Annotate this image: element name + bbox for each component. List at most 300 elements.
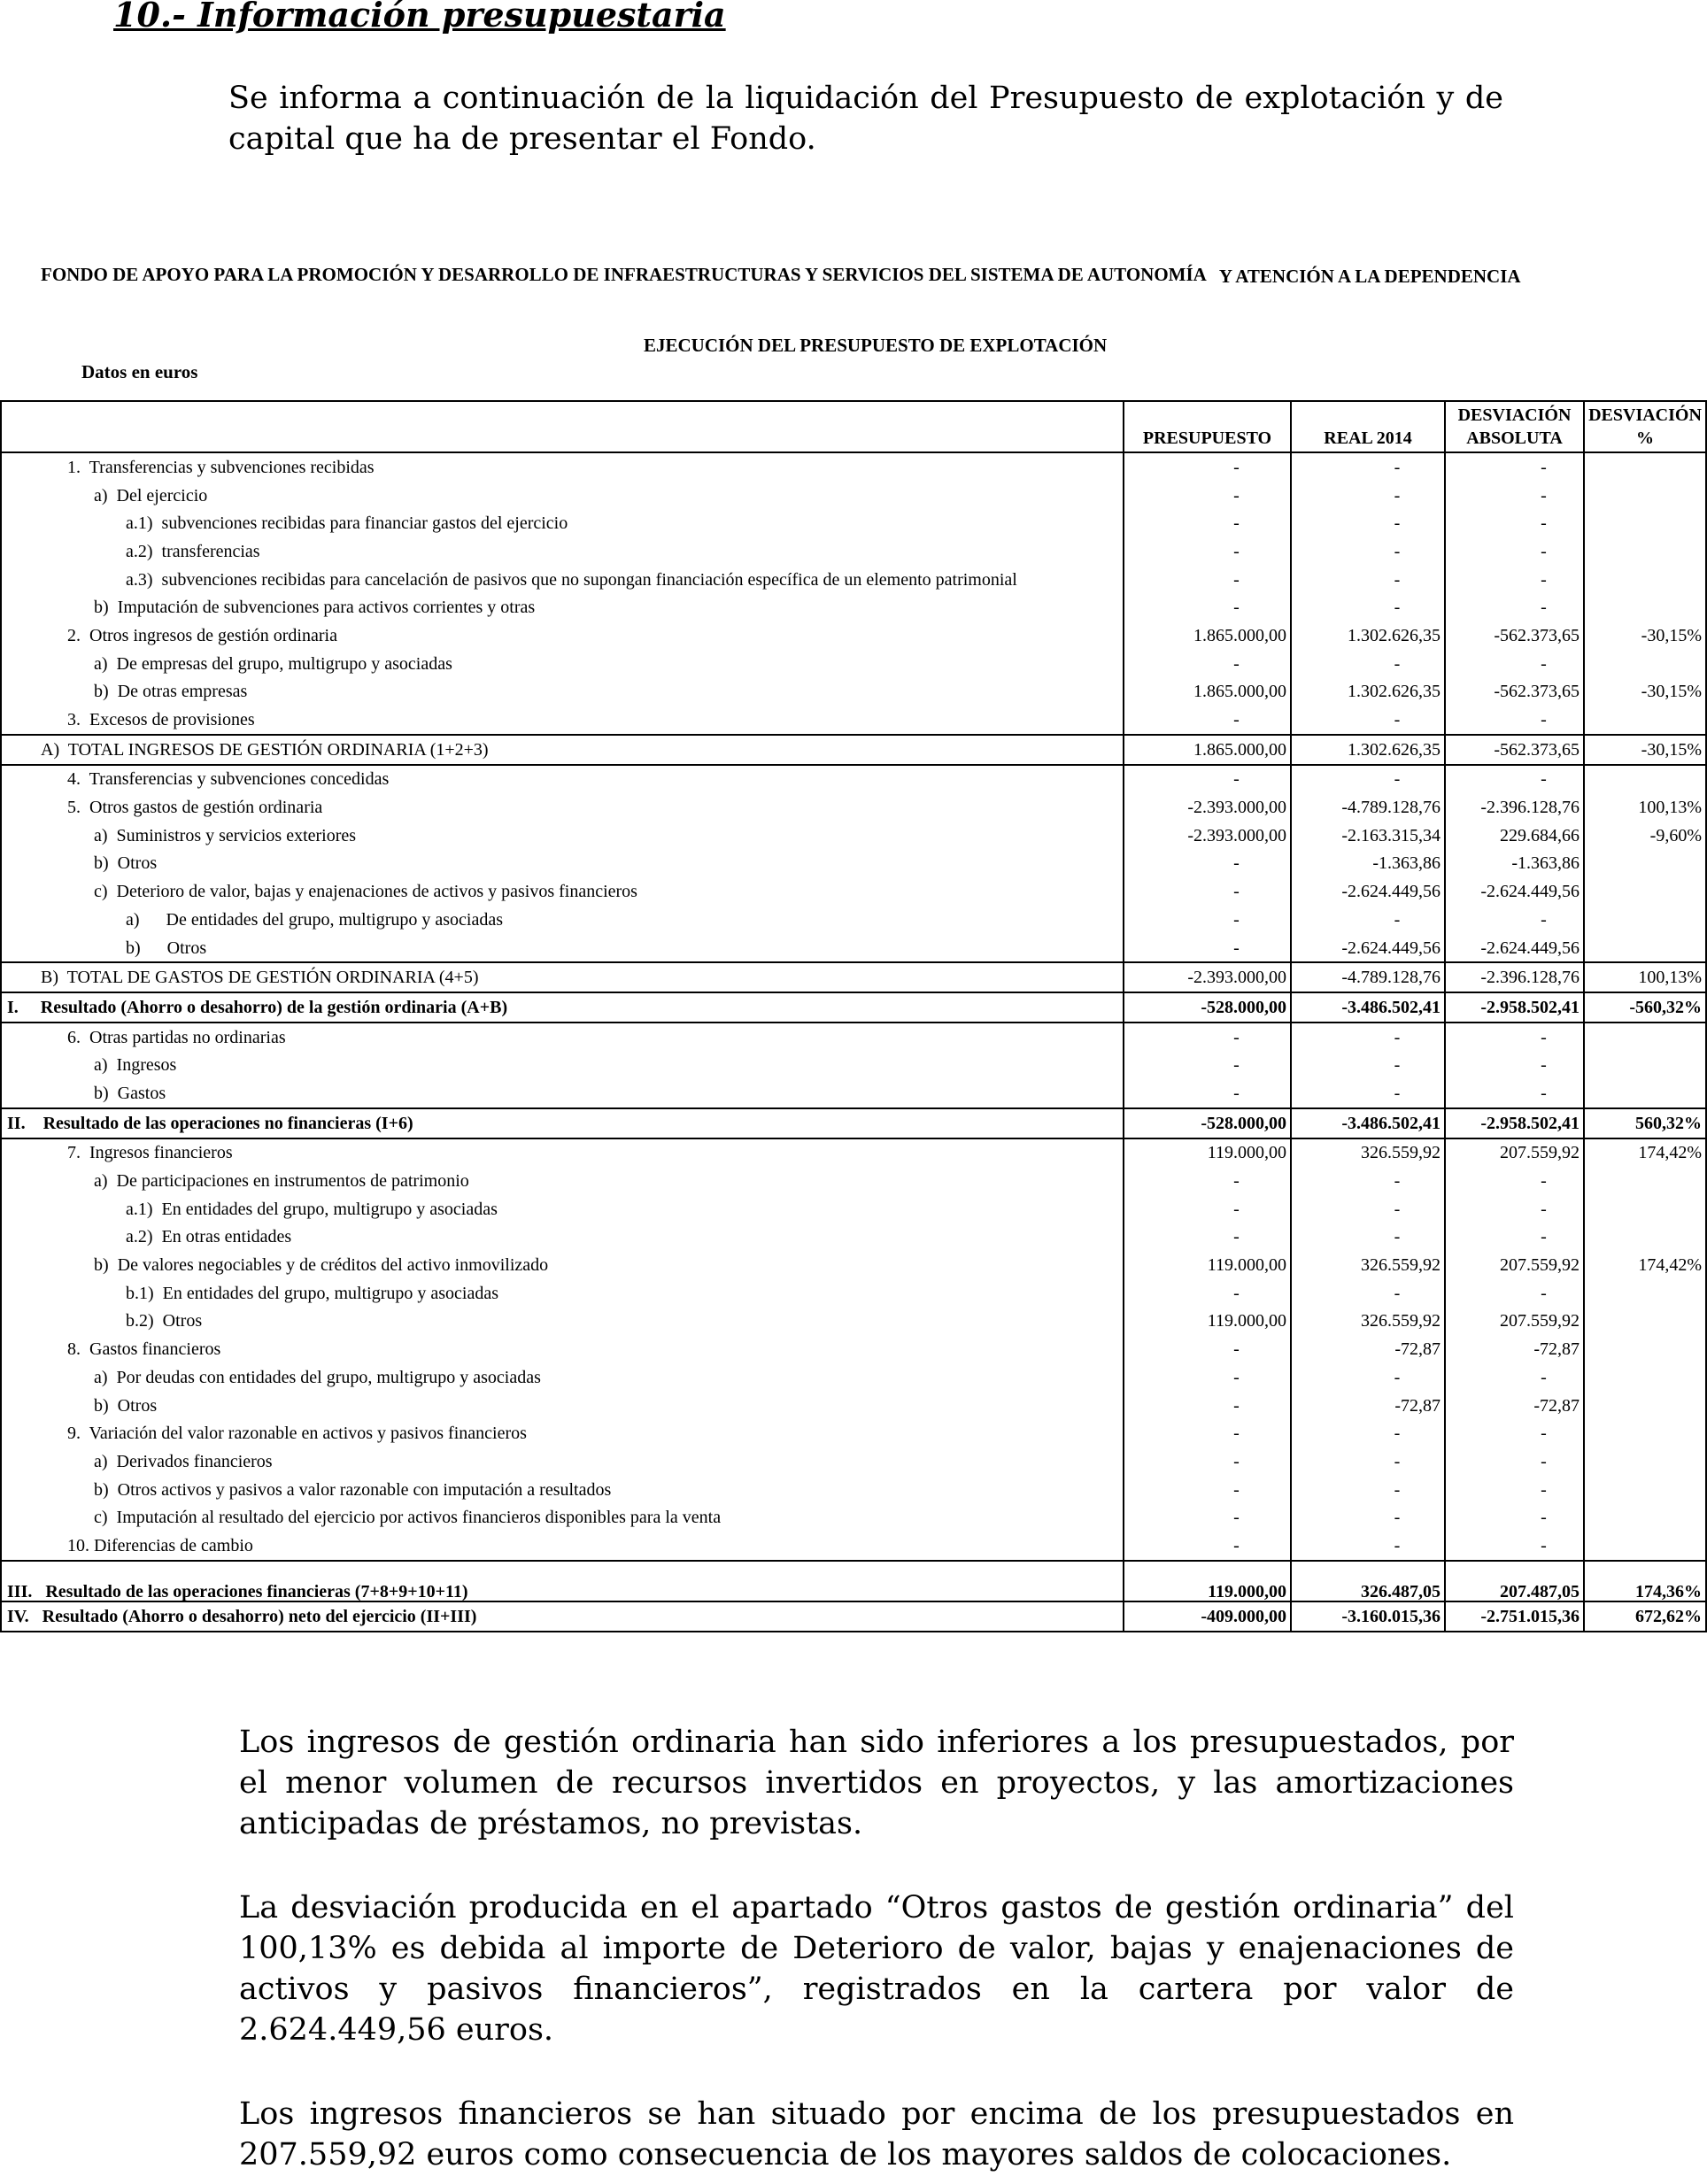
table-row	[1, 1447, 1706, 1476]
row-label-text: b) De valores negociables y de créditos del activo inmovilizado	[94, 1255, 549, 1276]
cell-presupuesto: 1.865.000,00	[1124, 621, 1291, 650]
cell-desviacion-pct: 174,42%	[1584, 1138, 1706, 1168]
header-desviacion-absoluta-line1: DESVIACIÓN	[1457, 405, 1572, 425]
cell-real: 326.487,05	[1291, 1561, 1445, 1601]
header-desviacion-pct	[1584, 401, 1706, 452]
row-label	[1, 1447, 1124, 1476]
row-label-text: A) TOTAL INGRESOS DE GESTIÓN ORDINARIA (1+2+3)	[41, 739, 489, 760]
cell-desviacion-absoluta: -2.624.449,56	[1445, 934, 1584, 963]
units-note: Datos en euros	[81, 361, 198, 382]
cell-desviacion-absoluta: -	[1445, 537, 1584, 566]
table-row	[1, 1601, 1706, 1632]
table-row	[1, 765, 1706, 794]
cell-desviacion-absoluta: -	[1445, 1023, 1584, 1052]
cell-real: -	[1291, 1419, 1445, 1447]
row-label-text: a) De participaciones en instrumentos de patrimonio	[94, 1171, 469, 1192]
cell-presupuesto: -	[1124, 1279, 1291, 1308]
cell-real: -3.160.015,36	[1291, 1601, 1445, 1632]
row-label-text: 7. Ingresos financieros	[67, 1143, 233, 1163]
cell-desviacion-absoluta: -	[1445, 593, 1584, 621]
cell-real: 326.559,92	[1291, 1138, 1445, 1168]
cell-desviacion-pct	[1584, 1079, 1706, 1108]
cell-desviacion-absoluta: -	[1445, 1419, 1584, 1447]
cell-desviacion-pct	[1584, 1223, 1706, 1252]
header-presupuesto: PRESUPUESTO	[1124, 401, 1291, 452]
cell-real: -2.163.315,34	[1291, 822, 1445, 850]
cell-desviacion-absoluta: -2.751.015,36	[1445, 1601, 1584, 1632]
cell-desviacion-pct	[1584, 1279, 1706, 1308]
cell-presupuesto: -2.393.000,00	[1124, 793, 1291, 822]
row-label-text: 6. Otras partidas no ordinarias	[67, 1027, 286, 1047]
table-row	[1, 1335, 1706, 1363]
cell-desviacion-pct: 560,32%	[1584, 1108, 1706, 1138]
cell-desviacion-pct	[1584, 877, 1706, 906]
table-row	[1, 1392, 1706, 1420]
row-label	[1, 566, 1124, 594]
cell-real: -	[1291, 593, 1445, 621]
cell-desviacion-absoluta: -	[1445, 765, 1584, 794]
cell-desviacion-pct	[1584, 566, 1706, 594]
cell-presupuesto: 1.865.000,00	[1124, 678, 1291, 706]
cell-real: -	[1291, 1476, 1445, 1504]
cell-presupuesto: -	[1124, 1223, 1291, 1252]
row-label	[1, 537, 1124, 566]
table-row	[1, 735, 1706, 765]
cell-desviacion-absoluta: -	[1445, 1079, 1584, 1108]
cell-desviacion-absoluta: -	[1445, 906, 1584, 934]
row-label-text: a) Por deudas con entidades del grupo, multigrupo y asociadas	[94, 1367, 541, 1387]
row-label	[1, 1503, 1124, 1532]
table-row	[1, 452, 1706, 482]
cell-real: -	[1291, 765, 1445, 794]
table-row	[1, 793, 1706, 822]
cell-desviacion-absoluta: -562.373,65	[1445, 678, 1584, 706]
table-row	[1, 482, 1706, 510]
cell-desviacion-absoluta: -	[1445, 1195, 1584, 1223]
cell-desviacion-pct	[1584, 1392, 1706, 1420]
cell-presupuesto: -	[1124, 765, 1291, 794]
table-row	[1, 962, 1706, 992]
row-label-text: a) Suministros y servicios exteriores	[94, 825, 357, 845]
row-label	[1, 992, 1124, 1023]
cell-desviacion-pct: -9,60%	[1584, 822, 1706, 850]
table-row	[1, 509, 1706, 537]
cell-desviacion-pct	[1584, 1308, 1706, 1336]
cell-presupuesto: -	[1124, 566, 1291, 594]
table-row	[1, 1167, 1706, 1195]
cell-desviacion-absoluta: -	[1445, 1363, 1584, 1392]
row-label	[1, 962, 1124, 992]
row-label	[1, 793, 1124, 822]
row-label	[1, 1279, 1124, 1308]
table-row	[1, 706, 1706, 735]
cell-presupuesto: -528.000,00	[1124, 992, 1291, 1023]
cell-desviacion-absoluta: 229.684,66	[1445, 822, 1584, 850]
row-label-text: a) De entidades del grupo, multigrupo y asociadas	[126, 909, 503, 930]
organization-title-part-b: Y ATENCIÓN A LA DEPENDENCIA	[1218, 266, 1521, 287]
cell-desviacion-absoluta: -562.373,65	[1445, 735, 1584, 765]
header-desviacion-pct-line2: %	[1636, 428, 1654, 448]
table-row	[1, 537, 1706, 566]
cell-presupuesto: -	[1124, 482, 1291, 510]
cell-desviacion-absoluta: -	[1445, 452, 1584, 482]
table-row	[1, 1051, 1706, 1079]
cell-presupuesto: 119.000,00	[1124, 1251, 1291, 1279]
cell-presupuesto: -	[1124, 1051, 1291, 1079]
row-label-text: 9. Variación del valor razonable en activos y pasivos financieros	[67, 1424, 527, 1444]
row-label-text: a.2) En otras entidades	[126, 1227, 292, 1247]
table-row	[1, 877, 1706, 906]
table-row	[1, 678, 1706, 706]
cell-real: 1.302.626,35	[1291, 678, 1445, 706]
cell-desviacion-pct: 174,36%	[1584, 1561, 1706, 1601]
cell-presupuesto: 1.865.000,00	[1124, 735, 1291, 765]
header-desviacion-absoluta	[1445, 401, 1584, 452]
header-desviacion-pct-line1: DESVIACIÓN	[1588, 405, 1702, 425]
row-label	[1, 1138, 1124, 1168]
row-label	[1, 482, 1124, 510]
cell-real: -4.789.128,76	[1291, 962, 1445, 992]
cell-desviacion-pct: -30,15%	[1584, 735, 1706, 765]
cell-desviacion-absoluta: -	[1445, 482, 1584, 510]
row-label-text: 10. Diferencias de cambio	[67, 1535, 253, 1555]
cell-desviacion-pct	[1584, 482, 1706, 510]
table-row	[1, 1561, 1706, 1601]
cell-presupuesto: -	[1124, 1167, 1291, 1195]
cell-presupuesto: -	[1124, 1195, 1291, 1223]
cell-real: -	[1291, 537, 1445, 566]
row-label	[1, 1561, 1124, 1601]
row-label	[1, 1601, 1124, 1632]
table-row	[1, 593, 1706, 621]
row-label	[1, 1108, 1124, 1138]
cell-real: -72,87	[1291, 1335, 1445, 1363]
cell-desviacion-absoluta: -2.624.449,56	[1445, 877, 1584, 906]
cell-presupuesto: -	[1124, 934, 1291, 963]
row-label	[1, 906, 1124, 934]
row-label-text: a) Ingresos	[94, 1055, 177, 1076]
cell-real: -	[1291, 566, 1445, 594]
cell-real: -	[1291, 1447, 1445, 1476]
cell-presupuesto: -409.000,00	[1124, 1601, 1291, 1632]
cell-real: -1.363,86	[1291, 850, 1445, 878]
section-heading: 10.- Información presupuestaria	[113, 0, 726, 35]
row-label	[1, 1476, 1124, 1504]
cell-real: -	[1291, 1195, 1445, 1223]
row-label	[1, 934, 1124, 963]
table-row	[1, 650, 1706, 678]
cell-desviacion-absoluta: -562.373,65	[1445, 621, 1584, 650]
cell-desviacion-absoluta: -1.363,86	[1445, 850, 1584, 878]
cell-presupuesto: -2.393.000,00	[1124, 962, 1291, 992]
cell-desviacion-pct	[1584, 1503, 1706, 1532]
cell-desviacion-absoluta: 207.559,92	[1445, 1251, 1584, 1279]
table-row	[1, 621, 1706, 650]
cell-real: 326.559,92	[1291, 1251, 1445, 1279]
cell-desviacion-pct	[1584, 452, 1706, 482]
cell-presupuesto: -2.393.000,00	[1124, 822, 1291, 850]
cell-presupuesto: -	[1124, 850, 1291, 878]
table-row	[1, 1023, 1706, 1052]
cell-real: 1.302.626,35	[1291, 735, 1445, 765]
table-row	[1, 1223, 1706, 1252]
cell-presupuesto: 119.000,00	[1124, 1138, 1291, 1168]
cell-desviacion-absoluta: -	[1445, 1051, 1584, 1079]
row-label	[1, 593, 1124, 621]
table-row	[1, 822, 1706, 850]
intro-paragraph: Se informa a continuación de la liquidación del Presupuesto de explotación y de capital que ha de presentar el Fondo.	[228, 81, 1503, 157]
cell-real: -	[1291, 906, 1445, 934]
cell-desviacion-absoluta: -	[1445, 706, 1584, 735]
table-row	[1, 1476, 1706, 1504]
row-label-text: I. Resultado (Ahorro o desahorro) de la gestión ordinaria (A+B)	[7, 997, 508, 1017]
row-label-text: a) Derivados financieros	[94, 1451, 273, 1471]
cell-real: 1.302.626,35	[1291, 621, 1445, 650]
cell-real: -	[1291, 1079, 1445, 1108]
row-label	[1, 1167, 1124, 1195]
cell-presupuesto: -	[1124, 1335, 1291, 1363]
row-label-text: II. Resultado de las operaciones no financieras (I+6)	[7, 1113, 413, 1133]
table-row	[1, 850, 1706, 878]
cell-desviacion-absoluta: -72,87	[1445, 1392, 1584, 1420]
cell-desviacion-absoluta: -	[1445, 509, 1584, 537]
table-row	[1, 1251, 1706, 1279]
cell-desviacion-absoluta: -2.396.128,76	[1445, 793, 1584, 822]
cell-real: -	[1291, 1279, 1445, 1308]
table-row	[1, 1279, 1706, 1308]
header-concept	[1, 401, 1124, 452]
cell-desviacion-pct	[1584, 765, 1706, 794]
table-row	[1, 1308, 1706, 1336]
table-row	[1, 1419, 1706, 1447]
cell-real: -	[1291, 1532, 1445, 1561]
table-row	[1, 1138, 1706, 1168]
cell-desviacion-pct: 100,13%	[1584, 793, 1706, 822]
row-label-text: a.1) subvenciones recibidas para financiar gastos del ejercicio	[126, 513, 568, 534]
cell-desviacion-absoluta: -72,87	[1445, 1335, 1584, 1363]
cell-desviacion-pct	[1584, 706, 1706, 735]
cell-real: -2.624.449,56	[1291, 934, 1445, 963]
row-label	[1, 1079, 1124, 1108]
cell-presupuesto: -	[1124, 593, 1291, 621]
row-label-text: b.2) Otros	[126, 1311, 203, 1331]
cell-real: -	[1291, 1363, 1445, 1392]
table-title: EJECUCIÓN DEL PRESUPUESTO DE EXPLOTACIÓN	[644, 335, 1108, 356]
cell-desviacion-pct: -30,15%	[1584, 678, 1706, 706]
cell-desviacion-pct: -30,15%	[1584, 621, 1706, 650]
cell-real: -	[1291, 482, 1445, 510]
cell-desviacion-pct	[1584, 1476, 1706, 1504]
cell-real: -	[1291, 1051, 1445, 1079]
cell-real: -	[1291, 1223, 1445, 1252]
cell-desviacion-absoluta: -	[1445, 1503, 1584, 1532]
cell-presupuesto: -	[1124, 1023, 1291, 1052]
cell-desviacion-pct	[1584, 593, 1706, 621]
cell-desviacion-pct	[1584, 509, 1706, 537]
cell-real: -72,87	[1291, 1392, 1445, 1420]
row-label-text: b) Imputación de subvenciones para activos corrientes y otras	[94, 598, 536, 618]
table-row	[1, 1108, 1706, 1138]
row-label	[1, 1195, 1124, 1223]
row-label-text: b) Otros	[94, 853, 158, 874]
cell-desviacion-pct	[1584, 1195, 1706, 1223]
cell-presupuesto: -	[1124, 706, 1291, 735]
cell-presupuesto: -	[1124, 1503, 1291, 1532]
row-label	[1, 1023, 1124, 1052]
cell-desviacion-absoluta: -	[1445, 1279, 1584, 1308]
table-row	[1, 1079, 1706, 1108]
row-label-text: b) De otras empresas	[94, 682, 248, 702]
row-label	[1, 650, 1124, 678]
cell-desviacion-absoluta: -2.958.502,41	[1445, 1108, 1584, 1138]
row-label-text: B) TOTAL DE GASTOS DE GESTIÓN ORDINARIA (4+5)	[41, 968, 479, 988]
comment-paragraph-3: Los ingresos financieros se han situado por encima de los presupuestados en 207.559,92 euros como consecuencia de los mayores saldos de colocaciones.	[239, 2096, 1514, 2172]
cell-real: 326.559,92	[1291, 1308, 1445, 1336]
cell-real: -3.486.502,41	[1291, 1108, 1445, 1138]
budget-execution-table	[0, 400, 1707, 1632]
table-row	[1, 934, 1706, 963]
row-label	[1, 850, 1124, 878]
cell-real: -	[1291, 706, 1445, 735]
cell-desviacion-absoluta: -	[1445, 1167, 1584, 1195]
row-label	[1, 822, 1124, 850]
table-row	[1, 906, 1706, 934]
cell-desviacion-pct	[1584, 1023, 1706, 1052]
row-label	[1, 1051, 1124, 1079]
cell-real: -3.486.502,41	[1291, 992, 1445, 1023]
row-label-text: 1. Transferencias y subvenciones recibidas	[67, 457, 375, 477]
table-row	[1, 1195, 1706, 1223]
cell-desviacion-pct	[1584, 1167, 1706, 1195]
row-label	[1, 509, 1124, 537]
cell-presupuesto: -	[1124, 1419, 1291, 1447]
cell-desviacion-absoluta: -	[1445, 566, 1584, 594]
cell-desviacion-pct: 174,42%	[1584, 1251, 1706, 1279]
cell-desviacion-pct	[1584, 906, 1706, 934]
cell-presupuesto: -	[1124, 877, 1291, 906]
comment-paragraph-2: La desviación producida en el apartado “Otros gastos de gestión ordinaria” del 100,13% es debida al importe de Deterioro de valor, bajas y enajenaciones de activos y pasivos financieros”, registrados en la cartera por valor de 2.624.449,56 euros.	[239, 1890, 1514, 2048]
row-label-text: a.2) transferencias	[126, 541, 260, 561]
row-label	[1, 1419, 1124, 1447]
table-body	[1, 452, 1706, 1632]
cell-presupuesto: -	[1124, 1392, 1291, 1420]
cell-desviacion-pct	[1584, 1335, 1706, 1363]
row-label-text: b) Otros	[126, 938, 207, 958]
cell-desviacion-pct	[1584, 1447, 1706, 1476]
row-label-text: a) De empresas del grupo, multigrupo y asociadas	[94, 653, 452, 674]
table-row	[1, 1503, 1706, 1532]
row-label	[1, 1532, 1124, 1561]
row-label	[1, 452, 1124, 482]
cell-desviacion-absoluta: 207.487,05	[1445, 1561, 1584, 1601]
cell-real: -	[1291, 509, 1445, 537]
cell-desviacion-absoluta: 207.559,92	[1445, 1308, 1584, 1336]
cell-presupuesto: -	[1124, 1532, 1291, 1561]
cell-real: -	[1291, 650, 1445, 678]
row-label-text: a.3) subvenciones recibidas para cancelación de pasivos que no supongan financiación específica de un elemento patrimonial	[126, 569, 1017, 590]
table-row	[1, 992, 1706, 1023]
cell-presupuesto: -	[1124, 1447, 1291, 1476]
cell-desviacion-pct	[1584, 850, 1706, 878]
cell-presupuesto: -	[1124, 537, 1291, 566]
cell-presupuesto: 119.000,00	[1124, 1308, 1291, 1336]
cell-desviacion-pct	[1584, 537, 1706, 566]
cell-real: -4.789.128,76	[1291, 793, 1445, 822]
row-label-text: 4. Transferencias y subvenciones concedidas	[67, 769, 390, 790]
cell-desviacion-absoluta: -	[1445, 650, 1584, 678]
row-label	[1, 1251, 1124, 1279]
cell-presupuesto: 119.000,00	[1124, 1561, 1291, 1601]
cell-presupuesto: -	[1124, 1363, 1291, 1392]
row-label-text: b.1) En entidades del grupo, multigrupo y asociadas	[126, 1283, 499, 1303]
cell-desviacion-pct: 100,13%	[1584, 962, 1706, 992]
cell-desviacion-absoluta: -	[1445, 1476, 1584, 1504]
row-label	[1, 877, 1124, 906]
cell-presupuesto: -	[1124, 650, 1291, 678]
cell-presupuesto: -528.000,00	[1124, 1108, 1291, 1138]
table-header-row	[1, 401, 1706, 452]
cell-real: -	[1291, 452, 1445, 482]
cell-real: -	[1291, 1023, 1445, 1052]
row-label-text: IV. Resultado (Ahorro o desahorro) neto del ejercicio (II+III)	[7, 1606, 477, 1626]
cell-presupuesto: -	[1124, 452, 1291, 482]
row-label	[1, 706, 1124, 735]
cell-desviacion-absoluta: 207.559,92	[1445, 1138, 1584, 1168]
row-label-text: a) Del ejercicio	[94, 485, 208, 505]
cell-desviacion-absoluta: -	[1445, 1532, 1584, 1561]
row-label-text: III. Resultado de las operaciones financieras (7+8+9+10+11)	[7, 1581, 468, 1601]
row-label-text: b) Gastos	[94, 1083, 166, 1103]
cell-desviacion-pct	[1584, 1363, 1706, 1392]
row-label	[1, 1308, 1124, 1336]
cell-desviacion-pct	[1584, 650, 1706, 678]
cell-desviacion-absoluta: -	[1445, 1223, 1584, 1252]
row-label	[1, 678, 1124, 706]
cell-presupuesto: -	[1124, 1079, 1291, 1108]
table-row	[1, 1363, 1706, 1392]
cell-desviacion-absoluta: -2.958.502,41	[1445, 992, 1584, 1023]
cell-presupuesto: -	[1124, 906, 1291, 934]
row-label	[1, 1223, 1124, 1252]
row-label	[1, 1335, 1124, 1363]
cell-real: -	[1291, 1167, 1445, 1195]
cell-real: -2.624.449,56	[1291, 877, 1445, 906]
row-label	[1, 621, 1124, 650]
organization-title	[41, 264, 1521, 286]
row-label	[1, 1392, 1124, 1420]
row-label-text: 8. Gastos financieros	[67, 1339, 221, 1360]
row-label-text: c) Deterioro de valor, bajas y enajenaciones de activos y pasivos financieros	[94, 882, 637, 902]
cell-desviacion-absoluta: -	[1445, 1447, 1584, 1476]
row-label	[1, 1363, 1124, 1392]
cell-desviacion-pct	[1584, 1532, 1706, 1561]
row-label-text: b) Otros	[94, 1395, 158, 1416]
header-desviacion-absoluta-line2: ABSOLUTA	[1466, 428, 1563, 448]
row-label-text: b) Otros activos y pasivos a valor razonable con imputación a resultados	[94, 1479, 612, 1500]
organization-title-part-a: FONDO DE APOYO PARA LA PROMOCIÓN Y DESARROLLO DE INFRAESTRUCTURAS Y SERVICIOS DEL SISTEMA DE AUTONOMÍA	[41, 264, 1207, 285]
cell-desviacion-pct	[1584, 1051, 1706, 1079]
cell-desviacion-pct	[1584, 1419, 1706, 1447]
cell-real: -	[1291, 1503, 1445, 1532]
row-label	[1, 765, 1124, 794]
cell-desviacion-pct: 672,62%	[1584, 1601, 1706, 1632]
row-label-text: 5. Otros gastos de gestión ordinaria	[67, 798, 323, 818]
cell-presupuesto: -	[1124, 1476, 1291, 1504]
row-label-text: 3. Excesos de provisiones	[67, 710, 255, 730]
cell-presupuesto: -	[1124, 509, 1291, 537]
cell-desviacion-absoluta: -2.396.128,76	[1445, 962, 1584, 992]
header-real: REAL 2014	[1291, 401, 1445, 452]
